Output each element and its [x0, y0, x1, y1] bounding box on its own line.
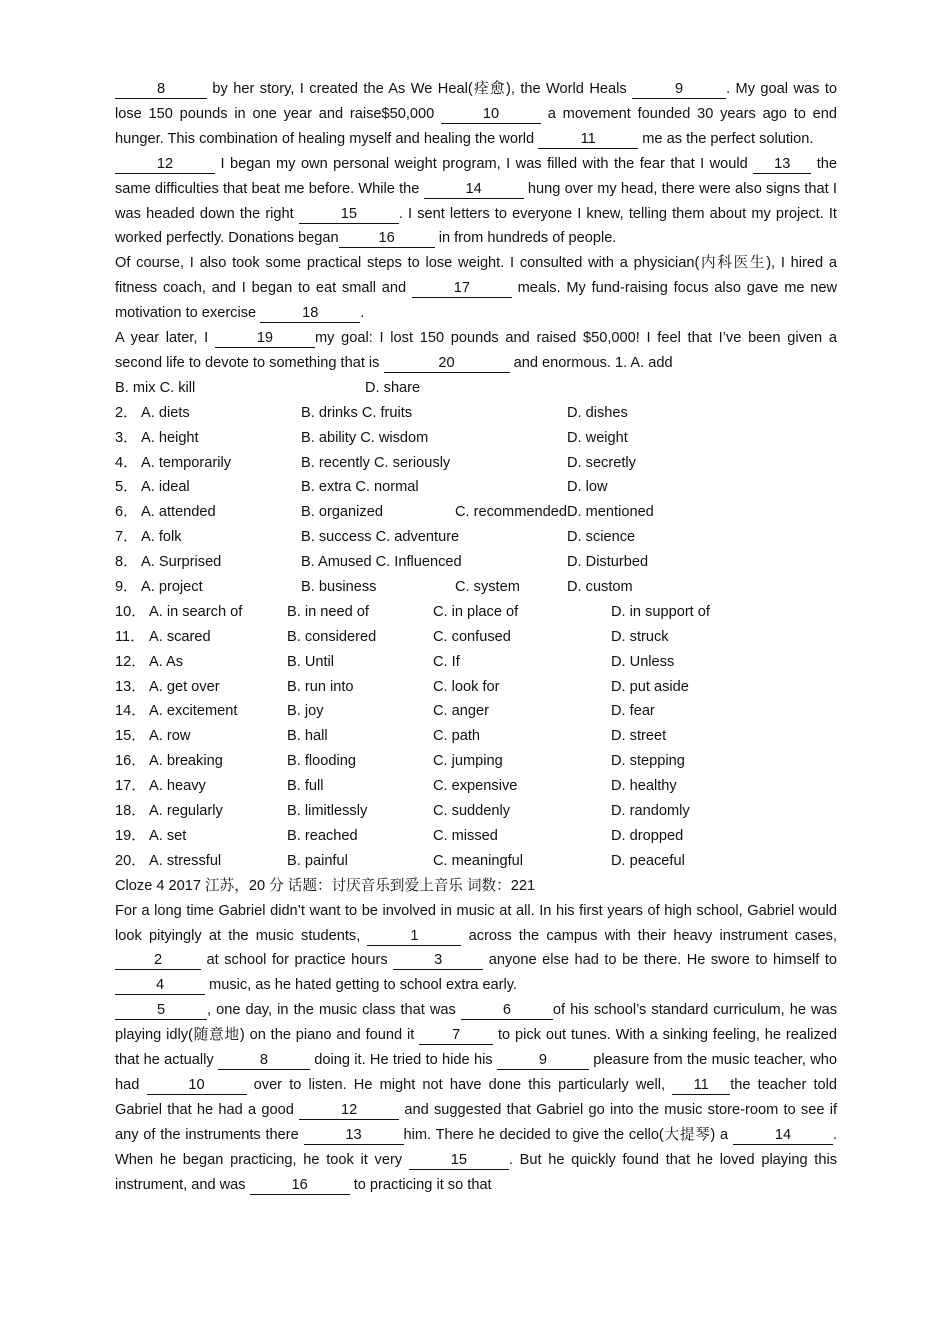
- option-a[interactable]: A. row: [149, 728, 191, 745]
- option-d[interactable]: D. science: [567, 529, 636, 546]
- blank-12[interactable]: 12: [299, 1102, 399, 1120]
- option-d[interactable]: D. dishes: [567, 404, 628, 421]
- option-row: [115, 500, 837, 525]
- option-row: [115, 401, 837, 426]
- text: .: [360, 305, 365, 322]
- question-number: 12．: [115, 653, 146, 670]
- option-c[interactable]: C. recommended: [455, 504, 567, 521]
- option-row: [115, 650, 837, 675]
- blank-15[interactable]: 15: [409, 1152, 509, 1170]
- option-row: [115, 426, 837, 451]
- option-b[interactable]: B. full: [287, 778, 324, 795]
- blank-10[interactable]: 10: [441, 106, 541, 124]
- blank-14[interactable]: 14: [424, 181, 524, 199]
- blank-13[interactable]: 13: [753, 156, 811, 174]
- passage1-paragraph-1: [115, 77, 837, 152]
- option-c[interactable]: C. in place of: [433, 603, 519, 620]
- option-b[interactable]: B. hall: [287, 728, 328, 745]
- question-number: 16．: [115, 753, 146, 770]
- text: I began my own personal weight program, I was filled with the fear that I would: [215, 155, 754, 172]
- text: For a long time Gabriel didn’t want to be involved in music at all. In his first years of high school, Gabriel would look pityingly at the music students,: [115, 902, 837, 944]
- option-b[interactable]: B. reached: [287, 827, 358, 844]
- option-a[interactable]: A. folk: [141, 529, 182, 546]
- blank-11[interactable]: 11: [672, 1077, 730, 1095]
- blank-5[interactable]: 5: [115, 1002, 207, 1020]
- text: across the campus with their heavy instrument cases,: [461, 927, 837, 944]
- blank-7[interactable]: 7: [419, 1027, 493, 1045]
- option-row: [115, 475, 837, 500]
- option-d[interactable]: D. healthy: [611, 778, 677, 795]
- passage2-paragraph-1: [115, 899, 837, 999]
- text: , one day, in the music class that was: [207, 1002, 461, 1019]
- option-b[interactable]: B. mix C. kill: [115, 379, 196, 396]
- text: and suggested that Gabriel go into the music store-room to see if any of the instruments there: [115, 1101, 837, 1143]
- option-b[interactable]: B. painful: [287, 852, 348, 869]
- blank-4[interactable]: 4: [115, 977, 205, 995]
- option-d[interactable]: D. Unless: [611, 653, 675, 670]
- text: of his school’s standard curriculum, he was playing idly(随意地) on the piano and found it: [115, 1002, 837, 1044]
- blank-18[interactable]: 18: [260, 305, 360, 323]
- option-a[interactable]: A. diets: [141, 404, 190, 421]
- question-number: 14．: [115, 703, 146, 720]
- text: anyone else had to be there. He swore to himself to: [483, 952, 837, 969]
- option-row: [115, 600, 837, 625]
- text: . But he quickly found that he loved playing this instrument, and was: [115, 1151, 837, 1193]
- blank-10[interactable]: 10: [147, 1077, 247, 1095]
- blank-16[interactable]: 16: [250, 1177, 350, 1195]
- options-list: [115, 401, 837, 874]
- option-d[interactable]: D. custom: [567, 579, 633, 595]
- option-b[interactable]: B. in need of: [287, 603, 369, 620]
- text: music, as he hated getting to school extra early.: [205, 977, 518, 994]
- option-b[interactable]: B. considered: [287, 628, 377, 645]
- option-c[interactable]: C. suddenly: [433, 803, 511, 820]
- option-c[interactable]: C. path: [433, 728, 481, 745]
- blank-3[interactable]: 3: [393, 952, 483, 970]
- option-d[interactable]: D. street: [611, 728, 667, 745]
- option-b[interactable]: B. business: [301, 579, 377, 595]
- option-a[interactable]: A. attended: [141, 504, 216, 521]
- option-c[interactable]: C. confused: [433, 628, 511, 645]
- option-d[interactable]: D. stepping: [611, 753, 685, 770]
- text: doing it. He tried to hide his: [309, 1052, 497, 1069]
- option-c[interactable]: C. anger: [433, 703, 489, 720]
- option-row: [115, 799, 837, 824]
- question-number: 15．: [115, 728, 146, 745]
- option-row: [115, 625, 837, 650]
- text: at school for practice hours: [201, 952, 394, 969]
- option-row: [115, 699, 837, 724]
- option-b[interactable]: B. Amused C. Influenced: [301, 554, 462, 571]
- question-number: 10．: [115, 603, 146, 620]
- option-d[interactable]: D. fear: [611, 703, 655, 720]
- text: . My goal was to lose 150 pounds in one year and raise$50,000: [115, 81, 837, 122]
- option-a[interactable]: A. in search of: [149, 603, 243, 620]
- option-row-1-continued: [115, 376, 837, 401]
- question-number: 11．: [115, 628, 145, 645]
- option-row: [115, 451, 837, 476]
- option-d[interactable]: D. secretly: [567, 454, 636, 471]
- blank-1[interactable]: 1: [367, 928, 461, 946]
- option-row: [115, 575, 837, 600]
- text: over to listen. He might not have done this particularly well,: [246, 1076, 673, 1093]
- blank-16[interactable]: 16: [339, 230, 435, 248]
- option-a[interactable]: A. get over: [149, 678, 220, 695]
- option-d[interactable]: D. dropped: [611, 827, 684, 844]
- blank-15[interactable]: 15: [299, 206, 399, 224]
- option-c[interactable]: C. If: [433, 653, 460, 670]
- cloze-header: Cloze 4 2017 江苏，20 分 话题：讨厌音乐到爱上音乐 词数：221: [115, 877, 536, 894]
- option-c[interactable]: C. expensive: [433, 778, 518, 795]
- blank-11[interactable]: 11: [538, 131, 638, 149]
- option-c[interactable]: C. look for: [433, 678, 500, 695]
- option-b[interactable]: B. joy: [287, 703, 324, 720]
- question-number: 4．: [115, 454, 138, 471]
- blank-8[interactable]: 8: [115, 81, 207, 99]
- option-c[interactable]: C. system: [455, 579, 520, 595]
- text: my goal: I lost 150 pounds and raised $50,000! I feel that I’ve been given a second life to devote to something that is: [115, 330, 837, 371]
- option-a[interactable]: A. Surprised: [141, 554, 222, 571]
- text: him. There he decided to give the cello(大提琴) a: [403, 1126, 733, 1143]
- option-c[interactable]: C. jumping: [433, 753, 503, 770]
- passage1-paragraph-3: [115, 251, 837, 326]
- option-d[interactable]: D. mentioned: [567, 504, 654, 521]
- blank-13[interactable]: 13: [304, 1127, 404, 1145]
- option-row: [115, 849, 837, 874]
- question-number: 3．: [115, 429, 138, 446]
- option-b[interactable]: B. organized: [301, 504, 383, 521]
- option-d[interactable]: D. Disturbed: [567, 554, 649, 571]
- option-a[interactable]: A. scared: [149, 628, 211, 645]
- text: the teacher told Gabriel that he had a good: [115, 1076, 837, 1118]
- option-a[interactable]: A. height: [141, 429, 199, 446]
- option-a[interactable]: A. temporarily: [141, 454, 232, 471]
- option-d[interactable]: D. put aside: [611, 678, 689, 695]
- text: the same difficulties that beat me before. While the: [115, 155, 838, 197]
- option-a[interactable]: A. heavy: [149, 778, 206, 795]
- option-d[interactable]: D. share: [365, 379, 421, 396]
- blank-14[interactable]: 14: [733, 1127, 833, 1145]
- blank-6[interactable]: 6: [461, 1002, 553, 1020]
- option-d[interactable]: D. low: [567, 479, 608, 496]
- question-number: 9．: [115, 579, 138, 595]
- blank-9[interactable]: 9: [632, 81, 726, 99]
- question-number: 6．: [115, 504, 138, 521]
- text: . When he began practicing, he took it very: [115, 1126, 838, 1168]
- blank-17[interactable]: 17: [412, 280, 512, 298]
- question-number: 17．: [115, 778, 146, 795]
- text: to practicing it so that: [349, 1176, 492, 1193]
- question-number: 20．: [115, 852, 146, 869]
- worksheet-page: [115, 77, 837, 1197]
- passage2-paragraph-2: [115, 998, 837, 1197]
- option-d[interactable]: D. weight: [567, 429, 628, 446]
- option-row: [115, 550, 837, 575]
- text: by her story, I created the As We Heal(痊愈), the World Heals: [207, 81, 633, 97]
- question-number: 19．: [115, 827, 146, 844]
- option-b[interactable]: B. Until: [287, 653, 335, 670]
- option-a[interactable]: A. breaking: [149, 753, 223, 770]
- text: me as the perfect solution.: [638, 130, 814, 147]
- option-a[interactable]: A. project: [141, 579, 203, 595]
- question-number: 2．: [115, 404, 138, 421]
- question-number: 5．: [115, 479, 138, 496]
- blank-9[interactable]: 9: [497, 1052, 589, 1070]
- option-row: [115, 525, 837, 550]
- option-a[interactable]: A. regularly: [149, 803, 223, 820]
- option-row: [115, 774, 837, 799]
- option-a[interactable]: A. stressful: [149, 852, 222, 869]
- question-number: 13．: [115, 678, 146, 695]
- text: A year later, I: [115, 330, 215, 347]
- option-b[interactable]: B. success C. adventure: [301, 529, 460, 546]
- option-row: [115, 749, 837, 774]
- option-b[interactable]: B. recently C. seriously: [301, 454, 451, 471]
- question-number: 8．: [115, 554, 138, 571]
- option-d[interactable]: D. randomly: [611, 803, 690, 820]
- text: pleasure from the music teacher, who had: [115, 1052, 837, 1093]
- option-row: [115, 724, 837, 749]
- option-c[interactable]: C. meaningful: [433, 852, 524, 869]
- option-a[interactable]: A. excitement: [149, 703, 238, 720]
- text: in from hundreds of people.: [434, 230, 617, 247]
- text: to pick out tunes. With a sinking feeling, he realized that he actually: [115, 1027, 837, 1069]
- option-b[interactable]: B. ability C. wisdom: [301, 429, 429, 446]
- option-d[interactable]: D. in support of: [611, 603, 710, 620]
- blank-8[interactable]: 8: [218, 1052, 310, 1070]
- option-b[interactable]: B. flooding: [287, 753, 356, 770]
- option-b[interactable]: B. extra C. normal: [301, 479, 419, 496]
- option-b[interactable]: B. run into: [287, 678, 354, 695]
- option-row: [115, 675, 837, 700]
- text: a movement founded 30 years ago to end hunger. This combination of healing myself and healing the world: [115, 105, 837, 147]
- passage1-paragraph-2: [115, 152, 837, 252]
- option-a[interactable]: A. set: [149, 827, 187, 844]
- option-a[interactable]: A. ideal: [141, 479, 190, 496]
- text: . I sent letters to everyone I knew, telling them about my project. It worked perfectly. Donations began: [115, 205, 837, 247]
- option-d[interactable]: D. struck: [611, 628, 669, 645]
- option-b[interactable]: B. drinks C. fruits: [301, 404, 413, 421]
- option-b[interactable]: B. limitlessly: [287, 803, 368, 820]
- blank-20[interactable]: 20: [384, 355, 510, 373]
- question-number: 7．: [115, 529, 138, 546]
- blank-19[interactable]: 19: [215, 330, 315, 348]
- blank-2[interactable]: 2: [115, 952, 201, 970]
- blank-12[interactable]: 12: [115, 156, 215, 174]
- option-d[interactable]: D. peaceful: [611, 852, 685, 869]
- option-c[interactable]: C. missed: [433, 827, 498, 844]
- question-number: 18．: [115, 803, 146, 820]
- text: Of course, I also took some practical steps to lose weight. I consulted with a physician(内科医生), I hired a fitness coach, and I began to eat small and: [115, 255, 837, 297]
- text: meals. My fund-raising focus also gave me new motivation to exercise: [115, 280, 837, 322]
- text: hung over my head, there were also signs that I was headed down the right: [115, 180, 837, 222]
- option-row: [115, 824, 837, 849]
- passage1-paragraph-4: [115, 326, 837, 376]
- option-a[interactable]: A. As: [149, 653, 184, 670]
- text: and enormous. 1. A. add: [509, 354, 673, 371]
